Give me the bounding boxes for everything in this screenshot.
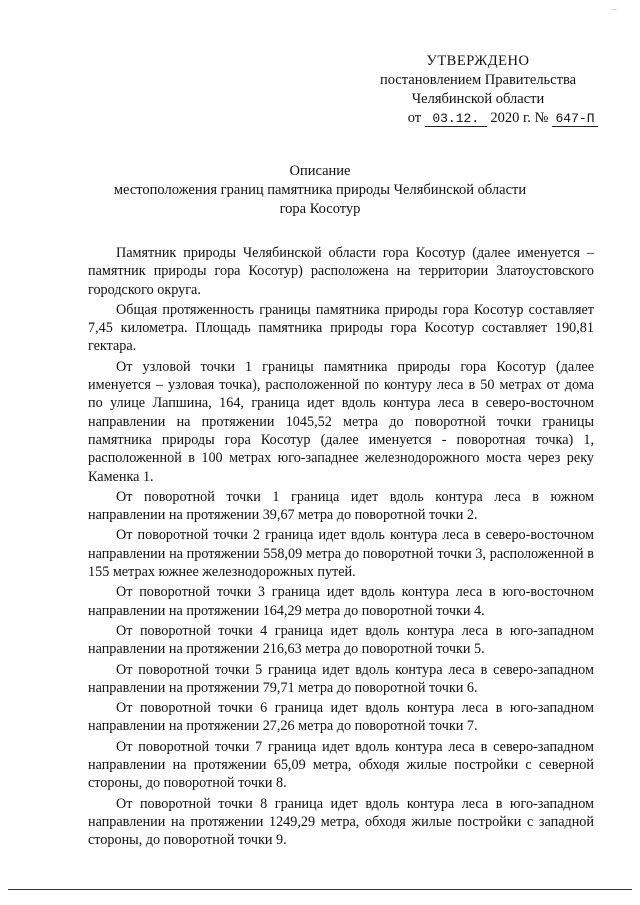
paragraph: Памятник природы Челябинской области гора Косотур (далее именуется – памятник природы гора Косотур) расположена на территории Златоустовского городского округа. [88,245,594,298]
region-line: Челябинской области [411,91,545,107]
paragraph: От поворотной точки 5 граница идет вдоль контура леса в северо-западном направлении на протяжении 79,71 метра до поворотной точки 6. [88,661,594,696]
paragraph: От узловой точки 1 границы памятника природы гора Косотур (далее именуется – узловая точка), расположенной по контуру леса в 50 метрах от дома по улице Лапшина, 164, граница идет вдоль контура леса в северо-восточном направлении на протяжении 1045,52 метра до поворотной точки границы памятника природы гора Косотур (далее именуется - поворотная точка) 1, расположенной в 100 метрах юго-западнее железнодорожного моста через реку Каменка 1. [88,358,594,485]
paragraph: От поворотной точки 4 граница идет вдоль контура леса в юго-западном направлении на протяжении 216,63 метра до поворотной точки 5. [88,622,594,658]
title-line-2: местоположения границ памятника природы Челябинской области [113,182,527,198]
title-line-1: Описание [289,163,351,179]
approved-heading: УТВЕРЖДЕНО [426,53,530,69]
bottom-divider [8,889,632,890]
paragraph: От поворотной точки 8 граница идет вдоль контура леса в юго-западном направлении на протяжении 1249,29 метра, обходя жилые постройки с западной стороны, до поворотной точки 9. [88,795,594,849]
paragraph: Общая протяженность границы памятника природы гора Косотур составляет 7,45 километра. Площадь памятника природы гора Косотур составляет 190,81 гектара. [88,301,594,355]
date-prefix: от [407,110,422,126]
corner-mark: – [612,4,617,14]
decree-line: постановлением Правительства [379,72,577,88]
paragraph: От поворотной точки 1 граница идет вдоль контура леса в южном направлении на протяжении 39,67 метра до поворотной точки 2. [88,488,594,524]
date-number-line [358,109,598,128]
paragraph: От поворотной точки 2 граница идет вдоль контура леса в северо-восточном направлении на протяжении 558,09 метра до поворотной точки 3, расположенной в 155 метрах южнее железнодорожных путей. [88,527,594,581]
paragraph: От поворотной точки 7 граница идет вдоль контура леса в северо-западном направлении на протяжении 65,09 метра, обходя жилые постройки с северной стороны, до поворотной точки 8. [88,738,594,792]
title-line-3: гора Косотур [279,201,361,217]
paragraph: От поворотной точки 3 граница идет вдоль контура леса в юго-восточном направлении на протяжении 164,29 метра до поворотной точки 4. [88,584,594,619]
decree-number: 647-П [552,112,598,127]
paragraph: От поворотной точки 6 граница идет вдоль контура леса в юго-западном направлении на протяжении 27,26 метра до поворотной точки 7. [88,700,594,735]
approval-block [358,52,598,128]
document-body [88,244,594,850]
year-number-label: 2020 г. № [490,110,549,126]
decree-date: 03.12. [425,112,487,127]
document-title [40,162,600,219]
